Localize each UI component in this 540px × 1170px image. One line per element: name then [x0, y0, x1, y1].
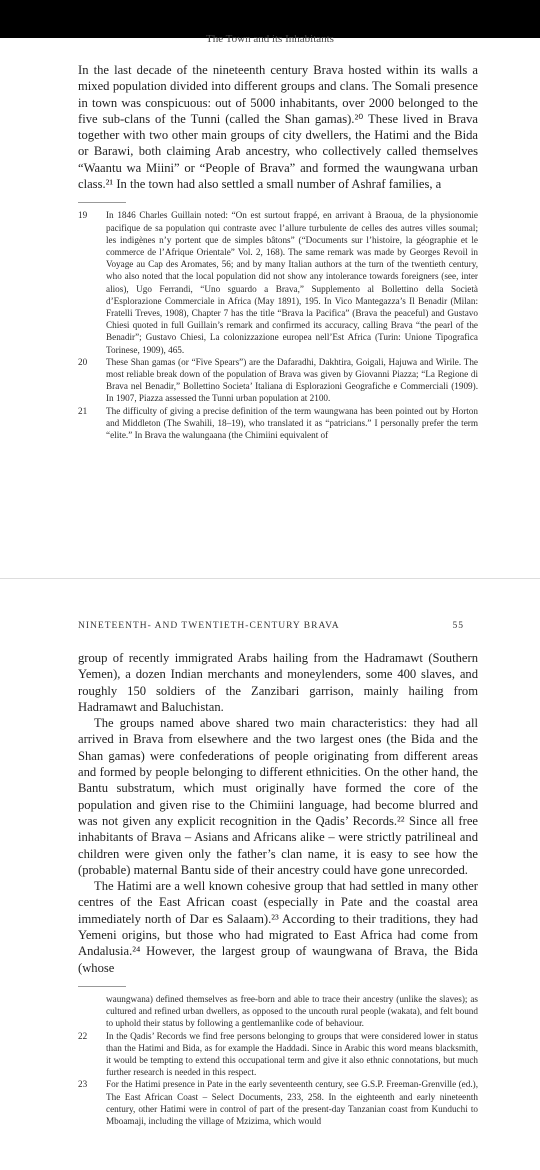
page-number: 55 [452, 621, 464, 631]
lower-paragraph-1: group of recently immigrated Arabs hailing from the Hadramawt (Southern Yemen), a dozen Indian merchants and moneylenders, some 400 slaves, and roughly 150 soldiers of the Zanzibari garrison, mainly hailing from Hadramawt and Baluchistan. [78, 651, 478, 714]
footnote-23: 23 For the Hatimi presence in Pate in the early seventeenth century, see G.S.P. Freeman-Grenville (ed.), The East African Coast – Select Documents, 233, 258. In the eighteenth and early nineteenth century, other Hatimi were in control of part of the present-day Tanzanian coast from Kunduchi to Mboamaji, including the village of Mzizima, which would [78, 1079, 478, 1126]
page-divider [0, 578, 540, 579]
upper-page [78, 62, 478, 441]
cut-running-head: The Town and its Inhabitants [206, 33, 334, 45]
footnote-rule [78, 202, 126, 203]
footnote-20: 20 These Shan gamas (or “Five Spears”) are the Dafaradhi, Dakhtira, Goigali, Hajuwa and Wirile. The most reliable break down of the population of Brava was given by Giovanni Piazza; “La Regione di Brava nel Benadir,” Bollettino Societa’ Italiana di Esplorazioni Geografiche e Commerciali (1909). In 1907, Piazza assessed the Tunni urban population at 2100. [78, 356, 478, 404]
upper-paragraph: In the last decade of the nineteenth century Brava hosted within its walls a mixed population divided into different groups and clans. The Somali presence in town was conspicuous: out of 5000 inhabitants, over 2000 belonged to the five sub-clans of the Tunni (called the Shan gamas).²⁰ These lived in Brava together with two other main groups of city dwellers, the Hatimi and the Bida or Barawi, both claiming Arab ancestry, who collectively called themselves “Waantu wa Miini” or “People of Brava” and formed the waungwana urban class.²¹ In the town had also settled a small number of Ashraf families, a [78, 63, 478, 192]
footnote-22: 22 In the Qadis’ Records we find free persons belonging to groups that were considered lower in status than the Hatimi and Bida, as for example the Haddadi. Since in Arabic this word means blacksmith, it would be tempting to extend this occupational term and give it also ethnic connotations, but much further research is needed in this respect. [78, 1030, 478, 1078]
lower-paragraph-2: The groups named above shared two main characteristics: they had all arrived in Brava from elsewhere and the two largest ones (the Bida and the Shan gamas) were confederations of people originating from different areas and formed by people belonging to different ethnicities. On the other hand, the Bantu substratum, which must originally have formed the core of the population and given rise to the Chimiini language, had become blurred and was not given any explicit recognition in the Qadis’ Records.²² Since all free inhabitants of Brava – Asians and Africans alike – were strictly patrilineal and children were given only the father’s clan name, it is easy to see how the (probable) maternal Bantu side of their ancestry could have gone unrecorded. [78, 716, 478, 877]
lower-page [78, 650, 478, 1127]
upper-body-text [78, 62, 478, 192]
footnote-21: 21 The difficulty of giving a precise definition of the term waungwana has been pointed out by Horton and Middleton (The Swahili, 18–19), who translated it as “patricians.” I personally prefer the term “elite.” In Brava the walungaana (the Chimiini equivalent of [78, 405, 478, 441]
lower-paragraph-3: The Hatimi are a well known cohesive group that had settled in many other centres of the East African coast (especially in Pate and the coastal area immediately north of Dar es Salaam).²³ According to their traditions, they had Yemeni origins, but those who had migrated to East Africa had come from Andalusia.²⁴ However, the largest group of waungwana of Brava, the Bida (whose [78, 879, 478, 975]
footnote-rule-lower [78, 986, 126, 987]
footnote-19: 19 In 1846 Charles Guillain noted: “On est surtout frappé, en arrivant à Braoua, de la physionomie pacifique de sa population qui contraste avec l’allure turbulente de celles des autres villes soumal; les indigènes n’y portent que de simples bâtons” (“Documents sur l’histoire, la géographie et le commerce de l’Afrique Orientale” Vol. 2, 168). The same remark was made by Georges Revoil in Voyage au Cap des Aromates, 56; and by many Italian authors at the turn of the twentieth century, who also noted that the local population did not show any intolerance towards foreigners (see, inter alios), Ugo Ferrandi, “Uno sguardo a Brava,” Supplemento al Bollettino della Società d’Esplorazione Commerciale in Africa (May 1891), 195. In Vico Mantegazza’s Il Benadir (Milan: Fratelli Treves, 1908), Chapter 7 has the title “Brava la Pacifica” (Brava the peaceful) and Gustavo Chiesi quoted in full Guillain’s remark and confirmed its accuracy, calling Brava “the pearl of the Benadir”; Gustavo Chiesi, La colonizzazione europea nell’Est Africa (Turin: Unione Tipografica Torinese, 1909), 465. [78, 210, 478, 355]
lower-body-text [78, 650, 478, 976]
upper-footnotes [78, 209, 478, 441]
running-head [78, 621, 464, 631]
footnote-continuation: waungwana) defined themselves as free-born and able to trace their ancestry (unlike the slaves); as cultured and refined urban dwellers, as opposed to the uncouth rural people (wakata), and felt bound to uphold their status by following a gentlemanlike code of behaviour. [106, 993, 478, 1029]
running-head-title: NINETEENTH- AND TWENTIETH-CENTURY BRAVA [78, 621, 340, 631]
